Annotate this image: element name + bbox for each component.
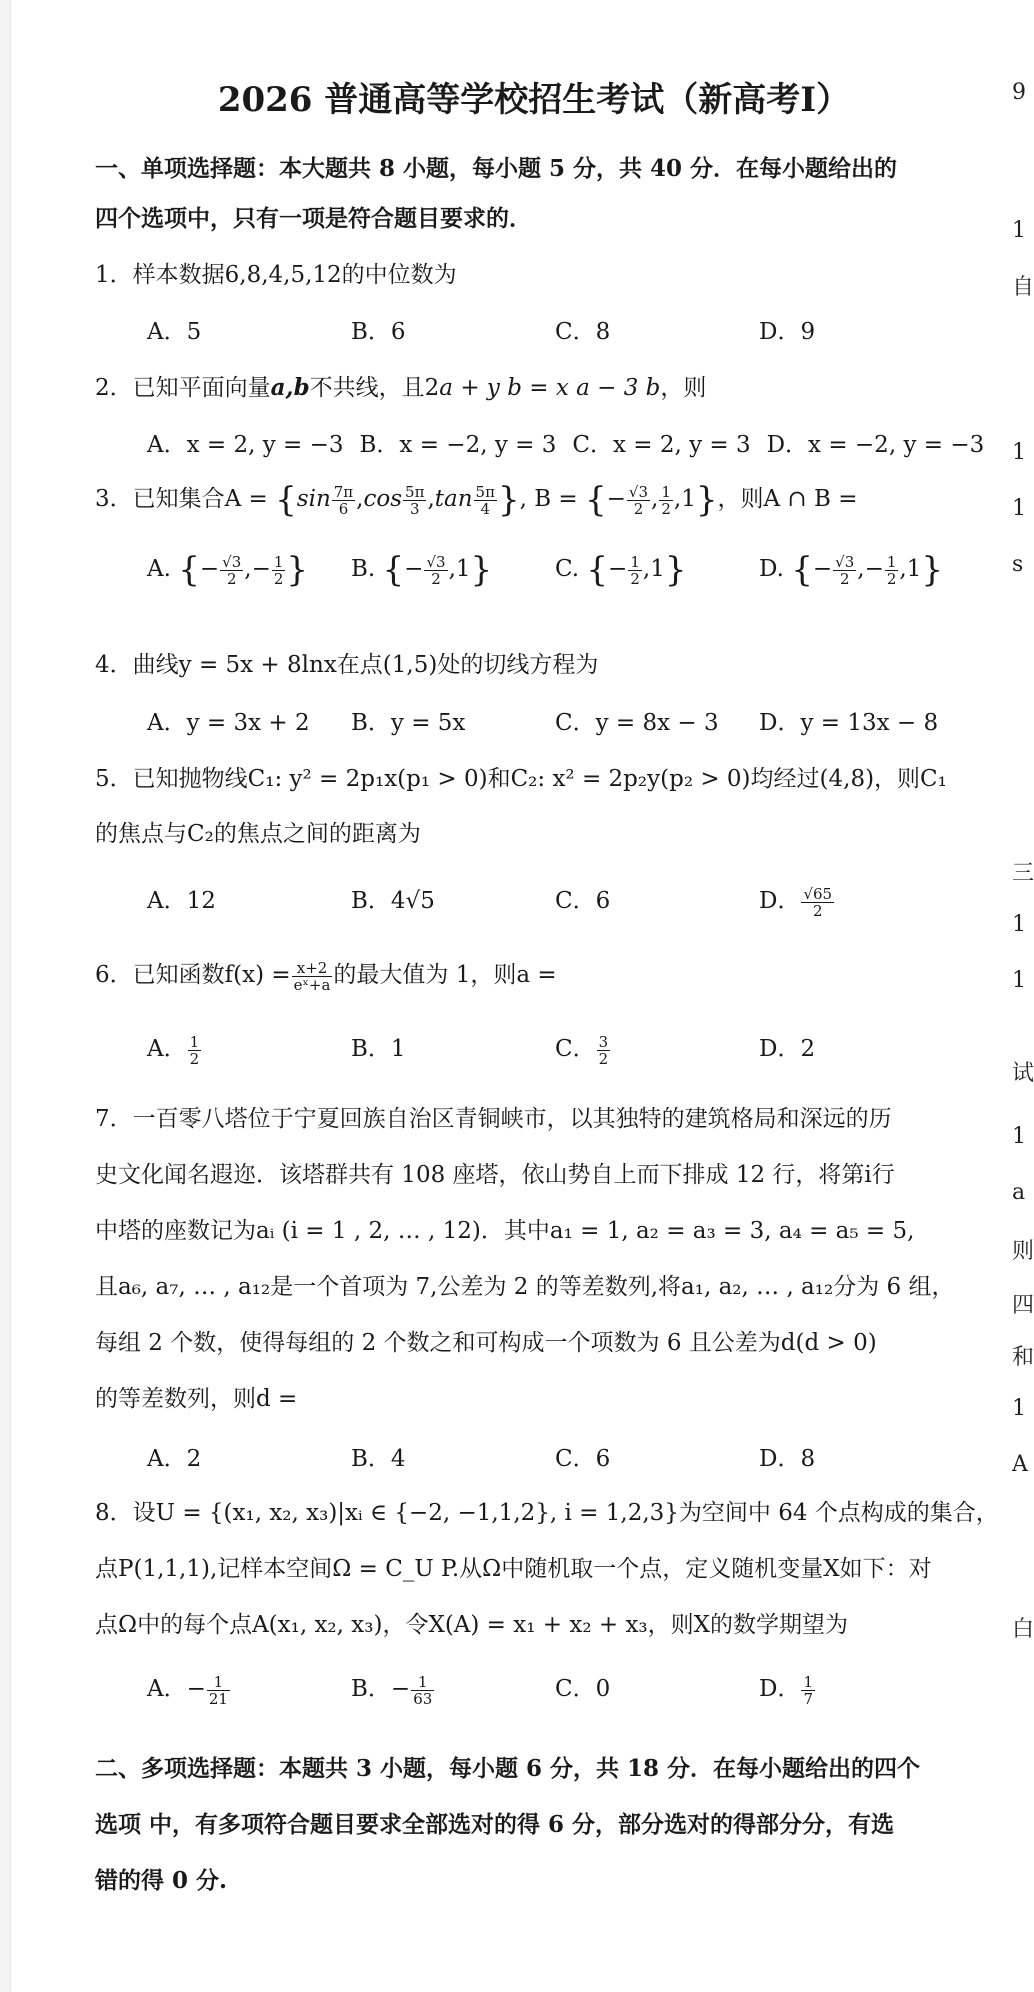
q4-option-a[interactable]: A．y = 3x + 2 [147, 710, 310, 736]
question-4: 4．曲线y = 5x + 8lnx在点(1,5)处的切线方程为 [95, 652, 599, 678]
q6-pre: 6．已知函数f(x) = [95, 962, 291, 988]
q3-frac-b2: $\frac{1}{2}$ [661, 482, 671, 518]
q3-frac-sin: $\frac{7\pi}{6}$ [333, 482, 354, 518]
question-8-line1: 8．设U = {(x₁, x₂, x₃)|xᵢ ∈ {−2, −1,1,2}, i = 1,2,3}为空间中 64 个点构成的集合， [95, 1500, 999, 1526]
q3-option-b[interactable]: B. {− $\frac{√3}{2}$ ,1} [351, 550, 493, 590]
q8-options [147, 1670, 977, 1707]
q3-brace-close-b: } [695, 480, 718, 520]
q7-option-d[interactable]: D．8 [759, 1446, 816, 1472]
question-5-line1: 5．已知抛物线C₁: y² = 2p₁x(p₁ > 0)和C₂: x² = 2p₂y(p₂ > 0)均经过(4,8)，则C₁ [95, 766, 947, 792]
next-page-column [1008, 0, 1034, 1992]
page-title: 2026 普通高等学校招生考试（新高考Ⅰ） [217, 80, 851, 120]
q3-text: 3．已知集合A = [95, 486, 268, 512]
q3-b-label: , B = [519, 486, 578, 512]
section1-line2: 四个选项中，只有一项是符合题目要求的． [95, 205, 532, 232]
q1-option-c[interactable]: C．8 [555, 319, 611, 345]
question-7-line6: 的等差数列，则d = [95, 1386, 298, 1412]
q7-option-b[interactable]: B．4 [351, 1446, 406, 1472]
q6-option-b[interactable]: B．1 [351, 1036, 406, 1062]
q7-option-c[interactable]: C．6 [555, 1446, 611, 1472]
q5-options [147, 882, 977, 919]
right-col-char: 四 [1012, 1293, 1034, 1318]
q2-text-pre: 2．已知平面向量 [95, 375, 271, 401]
right-col-char: 三 [1012, 861, 1034, 886]
right-col-char: 9 [1012, 80, 1026, 105]
q2-options [147, 426, 985, 459]
q2-equation: a + y b = x a − 3 b [439, 375, 661, 401]
q3-option-c[interactable]: C. {− $\frac{1}{2}$ ,1} [555, 550, 687, 590]
q2-option-d[interactable]: D．x = −2, y = −3 [766, 432, 985, 458]
q2-option-c[interactable]: C．x = 2, y = 3 [572, 432, 751, 458]
q1-options [147, 313, 977, 346]
right-col-char: 自 [1012, 275, 1034, 300]
q7-options [147, 1440, 977, 1473]
right-col-char: 1 [1012, 496, 1026, 521]
question-6 [95, 956, 973, 993]
q3-brace-open: { [275, 480, 297, 520]
q6-options [147, 1030, 977, 1067]
section2-line1: 二、多项选择题：本题共 3 小题，每小题 6 分，共 18 分．在每小题给出的四个 [95, 1755, 921, 1782]
q4-options [147, 704, 977, 737]
right-col-char: 1 [1012, 968, 1026, 993]
q8-option-c[interactable]: C．0 [555, 1676, 611, 1702]
question-8-line3: 点Ω中的每个点A(x₁, x₂, x₃)，令X(A) = x₁ + x₂ + x₃，则X的数学期望为 [95, 1612, 849, 1638]
right-col-char: A [1012, 1452, 1028, 1477]
q4-option-d[interactable]: D．y = 13x − 8 [759, 710, 939, 736]
q5-option-b[interactable]: B．4√5 [351, 888, 435, 914]
question-7-line5: 每组 2 个数，使得每组的 2 个数之和可构成一个项数为 6 且公差为d(d > 0) [95, 1330, 877, 1356]
q2-option-b[interactable]: B．x = −2, y = 3 [359, 432, 557, 458]
q4-option-b[interactable]: B．y = 5x [351, 710, 466, 736]
q3-frac-cos: $\frac{5\pi}{3}$ [405, 482, 425, 518]
right-col-char: 1 [1012, 218, 1026, 243]
q4-option-c[interactable]: C．y = 8x − 3 [555, 710, 719, 736]
q7-option-a[interactable]: A．2 [147, 1446, 202, 1472]
right-col-char: a [1012, 1180, 1026, 1205]
q1-option-b[interactable]: B．6 [351, 319, 406, 345]
q2-comma: , [285, 374, 294, 401]
q2-vector-b: b [293, 374, 310, 401]
right-col-char: 1 [1012, 912, 1026, 937]
q3-options [147, 550, 977, 590]
section2-line3: 错的得 0 分. [95, 1867, 228, 1894]
q6-option-d[interactable]: D．2 [759, 1036, 816, 1062]
q3-brace-close: } [497, 480, 520, 520]
question-7-line3: 中塔的座数记为aᵢ (i = 1 , 2, … , 12)．其中a₁ = 1, a₂ = a₃ = 3, a₄ = a₅ = 5, [95, 1218, 915, 1244]
q1-option-a[interactable]: A．5 [147, 319, 202, 345]
question-8-line2: 点P(1,1,1),记样本空间Ω = C_U P.从Ω中随机取一个点，定义随机变量X如下：对 [95, 1556, 932, 1582]
section1-line1: 一、单项选择题：本大题共 8 小题，每小题 5 分，共 40 分．在每小题给出的 [95, 155, 898, 182]
q2-option-a[interactable]: A．x = 2, y = −3 [147, 432, 344, 458]
q3-frac-b1: $\frac{√3}{2}$ [628, 482, 649, 518]
q8-option-a[interactable]: A．− $\frac{1}{21}$ [147, 1672, 228, 1708]
right-col-char: 则 [1012, 1239, 1034, 1264]
right-col-char: s [1012, 552, 1024, 577]
question-5-line2: 的焦点与C₂的焦点之间的距离为 [95, 821, 421, 847]
question-1: 1．样本数据6,8,4,5,12的中位数为 [95, 262, 457, 288]
q3-option-d[interactable]: D. {− $\frac{√3}{2}$ ,− $\frac{1}{2}$ ,1} [759, 550, 944, 590]
q5-option-c[interactable]: C．6 [555, 888, 611, 914]
right-col-char: 1 [1012, 1396, 1026, 1421]
right-col-char: 1 [1012, 440, 1026, 465]
question-7-line4: 且a₆, a₇, … , a₁₂是一个首项为 7,公差为 2 的等差数列,将a₁, a₂, … , a₁₂分为 6 组， [95, 1274, 955, 1300]
question-7-line2: 史文化闻名遐迩．该塔群共有 108 座塔，依山势自上而下排成 12 行，将第i行 [95, 1162, 895, 1188]
page-edge [0, 0, 11, 1992]
right-col-char: 试 [1012, 1061, 1034, 1086]
q2-vector-a: a [270, 374, 286, 401]
q6-post: 的最大值为 1，则a = [333, 962, 557, 988]
q5-option-d[interactable]: D． $\frac{√65}{2}$ [759, 884, 833, 920]
q2-text-mid: 不共线，且2 [309, 375, 440, 401]
q3-frac-tan: $\frac{5\pi}{4}$ [475, 482, 495, 518]
question-3: 3．已知集合A = {sin $\frac{7\pi}{6}$ ,cos $\frac{5\pi}{3}$ ,tan $\frac{5\pi}{4}$ }, B = {− $\frac{√3}{2}$ , $\frac{1}{2}$ ,1}，则A ∩ B = [95, 480, 858, 520]
question-7-line1: 7．一百零八塔位于宁夏回族自治区青铜峡市，以其独特的建筑格局和深远的历 [95, 1106, 892, 1132]
right-col-char: 白 [1012, 1617, 1034, 1642]
exam-paper [95, 0, 999, 1992]
section2-line2: 选项 中，有多项符合题目要求全部选对的得 6 分，部分选对的得部分分，有选 [95, 1811, 895, 1838]
q8-option-b[interactable]: B．− $\frac{1}{63}$ [351, 1672, 433, 1708]
q2-text-post: ，则 [660, 375, 707, 401]
q3-tan: tan [434, 486, 473, 512]
q6-option-c[interactable]: C． $\frac{3}{2}$ [555, 1032, 609, 1068]
right-col-char: 和 [1012, 1345, 1034, 1370]
right-col-char: 1 [1012, 1124, 1026, 1149]
q3-brace-open-b: { [585, 480, 607, 520]
q8-option-d[interactable]: D． $\frac{1}{7}$ [759, 1672, 813, 1708]
q3-sin: sin [296, 486, 331, 512]
q3-cos: cos [363, 486, 403, 512]
q5-option-a[interactable]: A．12 [147, 888, 216, 914]
question-2 [95, 369, 973, 402]
q1-option-d[interactable]: D．9 [759, 319, 816, 345]
q3-option-a[interactable]: A. {− $\frac{√3}{2}$ ,− $\frac{1}{2}$ } [147, 550, 309, 590]
q6-frac: $\frac{x+2}{\text{eˣ+a}}$ [293, 958, 331, 994]
q3-tail: ，则A ∩ B = [717, 486, 858, 512]
q3-b-el3: 1 [681, 486, 696, 512]
q6-option-a[interactable]: A． $\frac{1}{2}$ [147, 1032, 200, 1068]
